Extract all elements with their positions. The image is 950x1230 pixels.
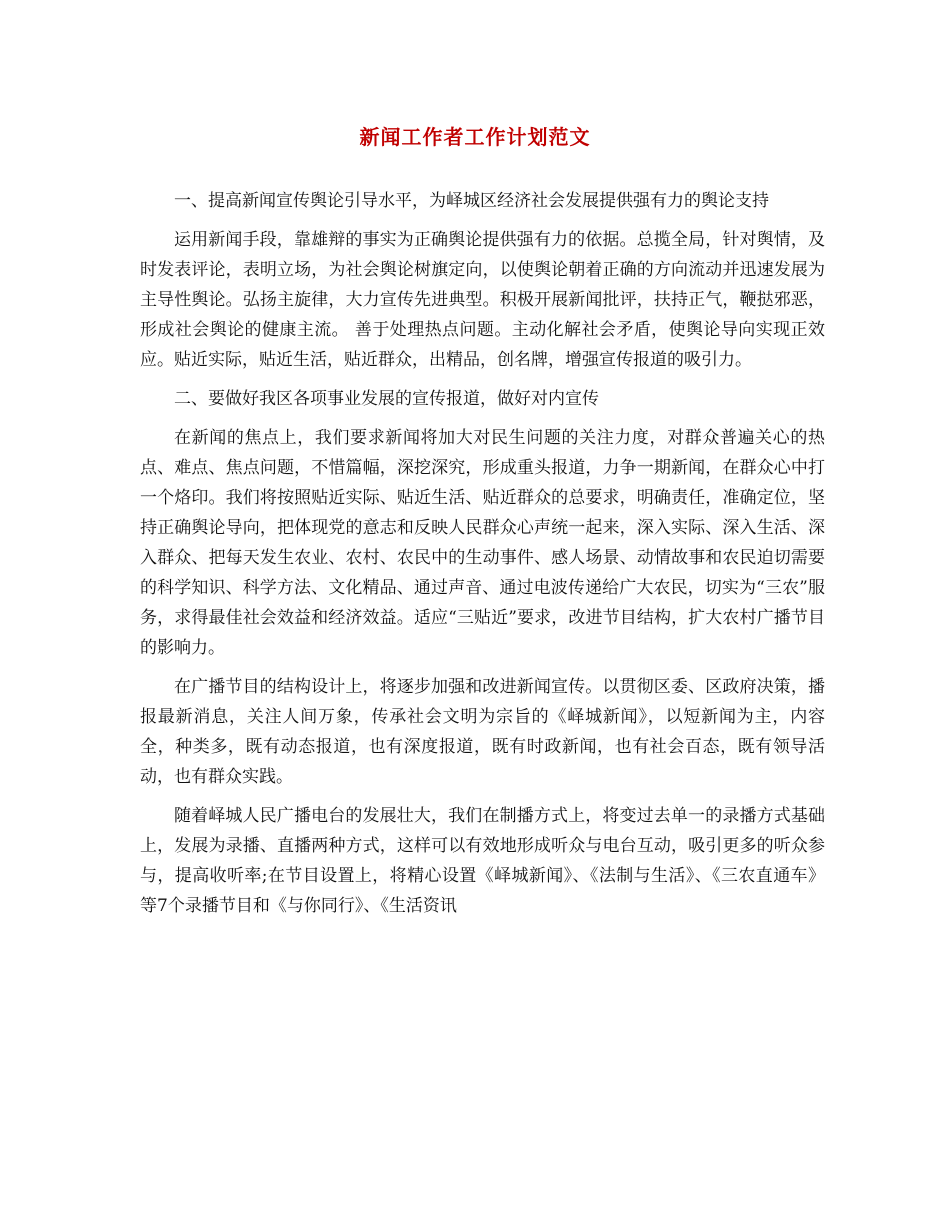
document-body <box>140 186 825 930</box>
paragraph-heading-1: 一、提高新闻宣传舆论引导水平，为峄城区经济社会发展提供强有力的舆论支持 <box>174 191 769 211</box>
paragraph: 在广播节目的结构设计上，将逐步加强和改进新闻宣传。以贯彻区委、区政府决策，播报最新消息，关注人间万象，传承社会文明为宗旨的《峄城新闻》，以短新闻为主，内容全，种类多，既有动态报道，也有深度报道，既有时政新闻，也有社会百态，既有领导活动，也有群众实践。 <box>140 677 825 787</box>
paragraph-heading-2: 二、要做好我区各项事业发展的宣传报道，做好对内宣传 <box>174 389 599 409</box>
document-title: 新闻工作者工作计划范文 <box>359 125 591 149</box>
paragraph: 随着峄城人民广播电台的发展壮大，我们在制播方式上，将变过去单一的录播方式基础上，发展为录播、直播两种方式，这样可以有效地形成听众与电台互动，吸引更多的听众参与，提高收听率;在节目设置上，将精心设置《峄城新闻》、《法制与生活》、《三农直通车》等7个录播节目和《与你同行》、《生活资讯 <box>140 806 825 916</box>
paragraph: 运用新闻手段，靠雄辩的事实为正确舆论提供强有力的依据。总揽全局，针对舆情，及时发表评论，表明立场，为社会舆论树旗定向，以使舆论朝着正确的方向流动并迅速发展为主导性舆论。弘扬主旋律，大力宣传先进典型。积极开展新闻批评，扶持正气，鞭挞邪恶，形成社会舆论的健康主流。 善于处理热点问题。主动化解社会矛盾，使舆论导向实现正效应。贴近实际，贴近生活，贴近群众，出精品，创名牌，增强宣传报道的吸引力。 <box>140 230 825 370</box>
paragraph: 在新闻的焦点上，我们要求新闻将加大对民生问题的关注力度，对群众普遍关心的热点、难点、焦点问题，不惜篇幅，深挖深究，形成重头报道，力争一期新闻，在群众心中打一个烙印。我们将按照贴近实际、贴近生活、贴近群众的总要求，明确责任，准确定位，坚持正确舆论导向，把体现党的意志和反映人民群众心声统一起来，深入实际、深入生活、深入群众、把每天发生农业、农村、农民中的生动事件、感人场景、动情故事和农民迫切需要的科学知识、科学方法、文化精品、通过声音、通过电波传递给广大农民，切实为“三农”服务，求得最佳社会效益和经济效益。适应“三贴近”要求，改进节目结构，扩大农村广播节目的影响力。 <box>140 428 825 658</box>
